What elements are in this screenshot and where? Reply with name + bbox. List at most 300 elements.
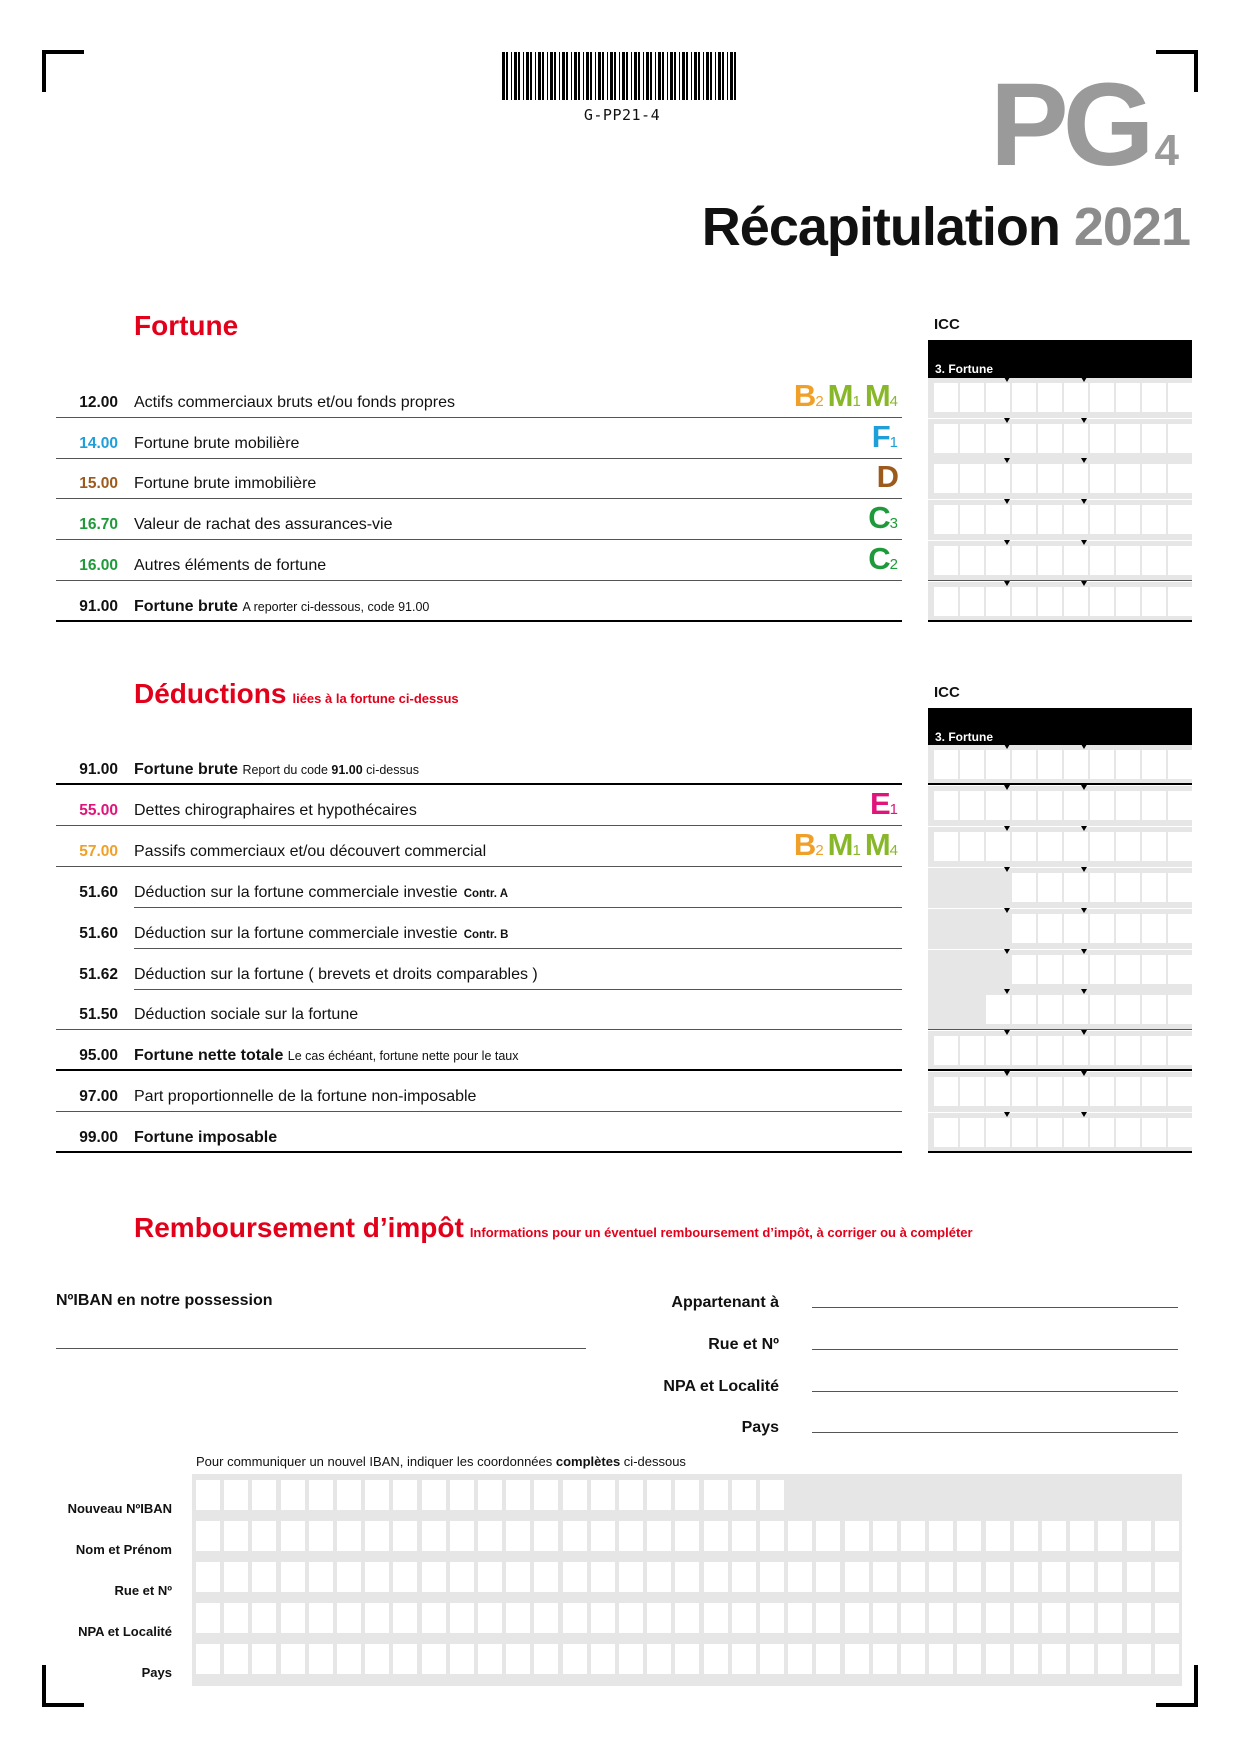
icc-digit-cell[interactable]	[960, 1077, 984, 1106]
icc-digit-cell[interactable]	[1064, 1036, 1088, 1065]
icc-digit-cell[interactable]	[1142, 1077, 1166, 1106]
icc-digit-cell[interactable]	[1038, 873, 1062, 902]
icc-digit-cell[interactable]	[1012, 546, 1036, 575]
icc-digit-cell[interactable]	[1064, 832, 1088, 861]
grid-char-cell[interactable]	[647, 1521, 671, 1551]
grid-char-cell[interactable]	[1042, 1562, 1066, 1592]
grid-char-cell[interactable]	[901, 1521, 925, 1551]
icc-digit-cell[interactable]	[1012, 873, 1036, 902]
icc-digit-cell[interactable]	[1142, 955, 1166, 984]
grid-char-cell[interactable]	[788, 1562, 812, 1592]
icc-digit-cell[interactable]	[1090, 1077, 1114, 1106]
grid-char-cell[interactable]	[224, 1644, 248, 1674]
grid-char-cell[interactable]	[704, 1480, 728, 1510]
icc-digit-cell[interactable]	[1116, 464, 1140, 493]
grid-char-cell[interactable]	[252, 1562, 276, 1592]
icc-digit-cell[interactable]	[1064, 546, 1088, 575]
icc-digit-cell[interactable]	[1038, 424, 1062, 453]
icc-digit-cell[interactable]	[1064, 995, 1088, 1024]
grid-char-cell[interactable]	[675, 1644, 699, 1674]
grid-char-cell[interactable]	[534, 1562, 558, 1592]
icc-digit-cell[interactable]	[1038, 1036, 1062, 1065]
grid-char-cell[interactable]	[732, 1480, 756, 1510]
grid-char-cell[interactable]	[478, 1480, 502, 1510]
icc-digit-cell[interactable]	[1012, 914, 1036, 943]
icc-digit-cell[interactable]	[1090, 791, 1114, 820]
grid-char-cell[interactable]	[901, 1562, 925, 1592]
grid-char-cell[interactable]	[1014, 1521, 1038, 1551]
grid-char-cell[interactable]	[309, 1562, 333, 1592]
icc-digit-cell[interactable]	[1064, 1077, 1088, 1106]
grid-char-cell[interactable]	[196, 1603, 220, 1633]
grid-char-cell[interactable]	[591, 1644, 615, 1674]
icc-digit-cell[interactable]	[1090, 955, 1114, 984]
icc-digit-cell[interactable]	[1064, 914, 1088, 943]
grid-char-cell[interactable]	[1070, 1562, 1094, 1592]
grid-char-cell[interactable]	[563, 1562, 587, 1592]
icc-digit-cell[interactable]	[1064, 750, 1088, 779]
icc-digit-cell[interactable]	[1038, 383, 1062, 412]
grid-char-cell[interactable]	[704, 1603, 728, 1633]
grid-char-cell[interactable]	[788, 1603, 812, 1633]
icc-digit-cell[interactable]	[1142, 791, 1166, 820]
icc-digit-cell[interactable]	[1064, 505, 1088, 534]
icc-digit-cell[interactable]	[960, 505, 984, 534]
icc-digit-cell[interactable]	[934, 750, 958, 779]
grid-char-cell[interactable]	[281, 1603, 305, 1633]
icc-digit-cell[interactable]	[1142, 914, 1166, 943]
icc-digit-cell[interactable]	[960, 1036, 984, 1065]
icc-digit-cell[interactable]	[1038, 995, 1062, 1024]
grid-char-cell[interactable]	[1155, 1603, 1179, 1633]
grid-char-cell[interactable]	[760, 1562, 784, 1592]
grid-char-cell[interactable]	[478, 1603, 502, 1633]
grid-char-cell[interactable]	[224, 1480, 248, 1510]
grid-char-cell[interactable]	[224, 1603, 248, 1633]
grid-char-cell[interactable]	[1042, 1603, 1066, 1633]
grid-char-cell[interactable]	[816, 1644, 840, 1674]
grid-char-cell[interactable]	[506, 1480, 530, 1510]
icc-digit-cell[interactable]	[1142, 383, 1166, 412]
icc-digit-cell[interactable]	[960, 832, 984, 861]
icc-digit-cell[interactable]	[1168, 832, 1192, 861]
grid-char-cell[interactable]	[619, 1644, 643, 1674]
icc-digit-cell[interactable]	[1116, 546, 1140, 575]
grid-char-cell[interactable]	[760, 1521, 784, 1551]
grid-char-cell[interactable]	[873, 1644, 897, 1674]
icc-digit-cell[interactable]	[1090, 587, 1114, 616]
icc-digit-cell[interactable]	[1064, 955, 1088, 984]
icc-digit-cell[interactable]	[1012, 995, 1036, 1024]
icc-digit-cell[interactable]	[1116, 832, 1140, 861]
grid-char-cell[interactable]	[845, 1562, 869, 1592]
grid-char-cell[interactable]	[1127, 1644, 1151, 1674]
icc-digit-cell[interactable]	[934, 832, 958, 861]
country-field[interactable]	[812, 1432, 1178, 1433]
grid-char-cell[interactable]	[760, 1603, 784, 1633]
grid-char-cell[interactable]	[450, 1521, 474, 1551]
icc-digit-cell[interactable]	[1168, 1077, 1192, 1106]
grid-char-cell[interactable]	[365, 1603, 389, 1633]
icc-digit-cell[interactable]	[986, 1036, 1010, 1065]
icc-digit-cell[interactable]	[986, 791, 1010, 820]
icc-digit-cell[interactable]	[1116, 1036, 1140, 1065]
grid-char-cell[interactable]	[1155, 1562, 1179, 1592]
icc-digit-cell[interactable]	[1012, 955, 1036, 984]
icc-digit-cell[interactable]	[1168, 873, 1192, 902]
icc-digit-cell[interactable]	[1064, 791, 1088, 820]
icc-digit-cell[interactable]	[986, 995, 1010, 1024]
grid-char-cell[interactable]	[788, 1521, 812, 1551]
grid-char-cell[interactable]	[422, 1644, 446, 1674]
grid-char-cell[interactable]	[534, 1480, 558, 1510]
grid-char-cell[interactable]	[845, 1603, 869, 1633]
icc-digit-cell[interactable]	[1142, 546, 1166, 575]
icc-digit-cell[interactable]	[1064, 873, 1088, 902]
grid-char-cell[interactable]	[873, 1562, 897, 1592]
grid-char-cell[interactable]	[647, 1644, 671, 1674]
grid-char-cell[interactable]	[224, 1562, 248, 1592]
grid-char-cell[interactable]	[393, 1521, 417, 1551]
grid-char-cell[interactable]	[393, 1603, 417, 1633]
grid-char-cell[interactable]	[1014, 1562, 1038, 1592]
grid-char-cell[interactable]	[337, 1480, 361, 1510]
icc-digit-cell[interactable]	[1168, 791, 1192, 820]
belongs-field[interactable]	[812, 1307, 1178, 1308]
icc-digit-cell[interactable]	[1090, 750, 1114, 779]
icc-digit-cell[interactable]	[1168, 383, 1192, 412]
grid-char-cell[interactable]	[196, 1521, 220, 1551]
grid-char-cell[interactable]	[1155, 1644, 1179, 1674]
grid-char-cell[interactable]	[1098, 1603, 1122, 1633]
icc-digit-cell[interactable]	[1090, 914, 1114, 943]
icc-digit-cell[interactable]	[934, 1118, 958, 1147]
grid-char-cell[interactable]	[986, 1644, 1010, 1674]
grid-char-cell[interactable]	[1098, 1562, 1122, 1592]
icc-digit-cell[interactable]	[1090, 546, 1114, 575]
grid-char-cell[interactable]	[365, 1480, 389, 1510]
grid-char-cell[interactable]	[1042, 1644, 1066, 1674]
icc-digit-cell[interactable]	[986, 424, 1010, 453]
icc-digit-cell[interactable]	[986, 750, 1010, 779]
icc-digit-cell[interactable]	[1064, 464, 1088, 493]
icc-digit-cell[interactable]	[1116, 995, 1140, 1024]
grid-char-cell[interactable]	[647, 1603, 671, 1633]
grid-char-cell[interactable]	[450, 1644, 474, 1674]
grid-char-cell[interactable]	[619, 1480, 643, 1510]
icc-digit-cell[interactable]	[1064, 383, 1088, 412]
icc-digit-cell[interactable]	[960, 546, 984, 575]
grid-char-cell[interactable]	[675, 1603, 699, 1633]
icc-digit-cell[interactable]	[1168, 587, 1192, 616]
grid-char-cell[interactable]	[1127, 1521, 1151, 1551]
grid-char-cell[interactable]	[281, 1562, 305, 1592]
icc-digit-cell[interactable]	[1142, 1036, 1166, 1065]
grid-char-cell[interactable]	[534, 1603, 558, 1633]
icc-digit-cell[interactable]	[1064, 1118, 1088, 1147]
grid-char-cell[interactable]	[478, 1562, 502, 1592]
icc-digit-cell[interactable]	[1012, 424, 1036, 453]
grid-char-cell[interactable]	[957, 1521, 981, 1551]
grid-char-cell[interactable]	[506, 1603, 530, 1633]
icc-digit-cell[interactable]	[960, 424, 984, 453]
grid-char-cell[interactable]	[957, 1644, 981, 1674]
grid-char-cell[interactable]	[337, 1521, 361, 1551]
grid-char-cell[interactable]	[591, 1603, 615, 1633]
icc-digit-cell[interactable]	[960, 1118, 984, 1147]
icc-digit-cell[interactable]	[1038, 464, 1062, 493]
icc-digit-cell[interactable]	[960, 791, 984, 820]
icc-digit-cell[interactable]	[1038, 505, 1062, 534]
grid-char-cell[interactable]	[563, 1521, 587, 1551]
icc-digit-cell[interactable]	[1038, 587, 1062, 616]
icc-digit-cell[interactable]	[1090, 505, 1114, 534]
grid-char-cell[interactable]	[224, 1521, 248, 1551]
icc-digit-cell[interactable]	[1142, 464, 1166, 493]
street-field[interactable]	[812, 1349, 1178, 1350]
grid-char-cell[interactable]	[1070, 1521, 1094, 1551]
grid-char-cell[interactable]	[704, 1644, 728, 1674]
grid-char-cell[interactable]	[986, 1521, 1010, 1551]
grid-char-cell[interactable]	[196, 1644, 220, 1674]
grid-char-cell[interactable]	[309, 1521, 333, 1551]
grid-char-cell[interactable]	[760, 1644, 784, 1674]
icc-digit-cell[interactable]	[1038, 1118, 1062, 1147]
grid-char-cell[interactable]	[675, 1480, 699, 1510]
icc-digit-cell[interactable]	[1116, 1077, 1140, 1106]
grid-char-cell[interactable]	[1070, 1644, 1094, 1674]
icc-digit-cell[interactable]	[1012, 1077, 1036, 1106]
grid-char-cell[interactable]	[422, 1521, 446, 1551]
grid-char-cell[interactable]	[957, 1603, 981, 1633]
grid-char-cell[interactable]	[929, 1603, 953, 1633]
grid-char-cell[interactable]	[732, 1562, 756, 1592]
icc-digit-cell[interactable]	[1012, 832, 1036, 861]
icc-digit-cell[interactable]	[934, 791, 958, 820]
grid-char-cell[interactable]	[534, 1521, 558, 1551]
icc-digit-cell[interactable]	[1038, 546, 1062, 575]
icc-digit-cell[interactable]	[1116, 424, 1140, 453]
grid-char-cell[interactable]	[1155, 1521, 1179, 1551]
icc-digit-cell[interactable]	[1168, 914, 1192, 943]
grid-char-cell[interactable]	[393, 1562, 417, 1592]
icc-digit-cell[interactable]	[1168, 424, 1192, 453]
icc-digit-cell[interactable]	[986, 464, 1010, 493]
grid-char-cell[interactable]	[534, 1644, 558, 1674]
grid-char-cell[interactable]	[365, 1562, 389, 1592]
grid-char-cell[interactable]	[647, 1562, 671, 1592]
icc-digit-cell[interactable]	[1090, 995, 1114, 1024]
icc-digit-cell[interactable]	[934, 1077, 958, 1106]
grid-char-cell[interactable]	[478, 1644, 502, 1674]
icc-digit-cell[interactable]	[1090, 832, 1114, 861]
grid-char-cell[interactable]	[760, 1480, 784, 1510]
icc-digit-cell[interactable]	[1090, 1118, 1114, 1147]
grid-char-cell[interactable]	[619, 1603, 643, 1633]
grid-char-cell[interactable]	[647, 1480, 671, 1510]
icc-digit-cell[interactable]	[1142, 424, 1166, 453]
grid-char-cell[interactable]	[929, 1521, 953, 1551]
grid-char-cell[interactable]	[732, 1644, 756, 1674]
icc-digit-cell[interactable]	[960, 464, 984, 493]
grid-char-cell[interactable]	[1098, 1521, 1122, 1551]
grid-char-cell[interactable]	[1014, 1644, 1038, 1674]
icc-digit-cell[interactable]	[1116, 1118, 1140, 1147]
icc-digit-cell[interactable]	[986, 1118, 1010, 1147]
icc-digit-cell[interactable]	[1012, 464, 1036, 493]
icc-digit-cell[interactable]	[934, 505, 958, 534]
grid-char-cell[interactable]	[506, 1521, 530, 1551]
grid-char-cell[interactable]	[873, 1603, 897, 1633]
icc-digit-cell[interactable]	[1168, 750, 1192, 779]
icc-digit-cell[interactable]	[1090, 464, 1114, 493]
icc-digit-cell[interactable]	[1090, 873, 1114, 902]
grid-char-cell[interactable]	[450, 1603, 474, 1633]
icc-digit-cell[interactable]	[1064, 587, 1088, 616]
icc-digit-cell[interactable]	[1142, 750, 1166, 779]
icc-digit-cell[interactable]	[1064, 424, 1088, 453]
icc-digit-cell[interactable]	[1038, 832, 1062, 861]
icc-digit-cell[interactable]	[1142, 832, 1166, 861]
icc-digit-cell[interactable]	[1038, 750, 1062, 779]
icc-digit-cell[interactable]	[1012, 505, 1036, 534]
icc-digit-cell[interactable]	[1116, 750, 1140, 779]
icc-digit-cell[interactable]	[986, 1077, 1010, 1106]
grid-char-cell[interactable]	[901, 1644, 925, 1674]
grid-char-cell[interactable]	[450, 1480, 474, 1510]
icc-digit-cell[interactable]	[986, 832, 1010, 861]
grid-char-cell[interactable]	[816, 1562, 840, 1592]
grid-char-cell[interactable]	[929, 1562, 953, 1592]
grid-char-cell[interactable]	[563, 1644, 587, 1674]
icc-digit-cell[interactable]	[1090, 1036, 1114, 1065]
icc-digit-cell[interactable]	[934, 383, 958, 412]
icc-digit-cell[interactable]	[1012, 791, 1036, 820]
grid-char-cell[interactable]	[788, 1644, 812, 1674]
icc-digit-cell[interactable]	[1012, 1036, 1036, 1065]
icc-digit-cell[interactable]	[1038, 914, 1062, 943]
icc-digit-cell[interactable]	[1116, 791, 1140, 820]
icc-digit-cell[interactable]	[1012, 1118, 1036, 1147]
icc-digit-cell[interactable]	[1116, 873, 1140, 902]
icc-digit-cell[interactable]	[1090, 383, 1114, 412]
grid-char-cell[interactable]	[563, 1480, 587, 1510]
grid-char-cell[interactable]	[365, 1521, 389, 1551]
grid-char-cell[interactable]	[732, 1521, 756, 1551]
icc-digit-cell[interactable]	[986, 546, 1010, 575]
grid-char-cell[interactable]	[422, 1562, 446, 1592]
grid-char-cell[interactable]	[450, 1562, 474, 1592]
icc-digit-cell[interactable]	[1142, 995, 1166, 1024]
grid-char-cell[interactable]	[422, 1603, 446, 1633]
grid-char-cell[interactable]	[252, 1644, 276, 1674]
icc-digit-cell[interactable]	[1168, 505, 1192, 534]
icc-digit-cell[interactable]	[1142, 505, 1166, 534]
grid-char-cell[interactable]	[196, 1480, 220, 1510]
grid-char-cell[interactable]	[675, 1521, 699, 1551]
grid-char-cell[interactable]	[675, 1562, 699, 1592]
grid-char-cell[interactable]	[1127, 1603, 1151, 1633]
grid-char-cell[interactable]	[816, 1603, 840, 1633]
grid-char-cell[interactable]	[506, 1644, 530, 1674]
icc-digit-cell[interactable]	[1038, 791, 1062, 820]
icc-digit-cell[interactable]	[934, 546, 958, 575]
grid-char-cell[interactable]	[393, 1480, 417, 1510]
icc-digit-cell[interactable]	[934, 464, 958, 493]
icc-digit-cell[interactable]	[986, 383, 1010, 412]
grid-char-cell[interactable]	[309, 1603, 333, 1633]
grid-char-cell[interactable]	[619, 1521, 643, 1551]
grid-char-cell[interactable]	[929, 1644, 953, 1674]
icc-digit-cell[interactable]	[1116, 914, 1140, 943]
grid-char-cell[interactable]	[704, 1562, 728, 1592]
city-field[interactable]	[812, 1391, 1178, 1392]
icc-digit-cell[interactable]	[1142, 873, 1166, 902]
grid-char-cell[interactable]	[845, 1644, 869, 1674]
grid-char-cell[interactable]	[591, 1562, 615, 1592]
grid-char-cell[interactable]	[732, 1603, 756, 1633]
grid-char-cell[interactable]	[1098, 1644, 1122, 1674]
icc-digit-cell[interactable]	[1116, 383, 1140, 412]
grid-char-cell[interactable]	[281, 1644, 305, 1674]
grid-char-cell[interactable]	[957, 1562, 981, 1592]
grid-char-cell[interactable]	[252, 1521, 276, 1551]
icc-digit-cell[interactable]	[1012, 750, 1036, 779]
icc-digit-cell[interactable]	[960, 750, 984, 779]
iban-field[interactable]	[56, 1348, 586, 1349]
grid-char-cell[interactable]	[563, 1603, 587, 1633]
icc-digit-cell[interactable]	[1012, 587, 1036, 616]
grid-char-cell[interactable]	[1070, 1603, 1094, 1633]
grid-char-cell[interactable]	[1127, 1562, 1151, 1592]
grid-char-cell[interactable]	[337, 1644, 361, 1674]
grid-char-cell[interactable]	[986, 1562, 1010, 1592]
grid-char-cell[interactable]	[252, 1480, 276, 1510]
icc-digit-cell[interactable]	[1168, 1118, 1192, 1147]
icc-digit-cell[interactable]	[1116, 587, 1140, 616]
grid-char-cell[interactable]	[619, 1562, 643, 1592]
icc-digit-cell[interactable]	[1116, 505, 1140, 534]
grid-char-cell[interactable]	[281, 1480, 305, 1510]
icc-digit-cell[interactable]	[1038, 955, 1062, 984]
icc-digit-cell[interactable]	[1038, 1077, 1062, 1106]
grid-char-cell[interactable]	[1042, 1521, 1066, 1551]
icc-digit-cell[interactable]	[1168, 546, 1192, 575]
icc-digit-cell[interactable]	[1168, 464, 1192, 493]
grid-char-cell[interactable]	[986, 1603, 1010, 1633]
icc-digit-cell[interactable]	[1168, 995, 1192, 1024]
grid-char-cell[interactable]	[309, 1644, 333, 1674]
grid-char-cell[interactable]	[873, 1521, 897, 1551]
grid-char-cell[interactable]	[845, 1521, 869, 1551]
grid-char-cell[interactable]	[1014, 1603, 1038, 1633]
grid-char-cell[interactable]	[337, 1603, 361, 1633]
icc-digit-cell[interactable]	[1142, 587, 1166, 616]
grid-char-cell[interactable]	[337, 1562, 361, 1592]
icc-digit-cell[interactable]	[960, 383, 984, 412]
icc-digit-cell[interactable]	[960, 587, 984, 616]
grid-char-cell[interactable]	[901, 1603, 925, 1633]
grid-char-cell[interactable]	[478, 1521, 502, 1551]
icc-digit-cell[interactable]	[1090, 424, 1114, 453]
grid-char-cell[interactable]	[281, 1521, 305, 1551]
grid-char-cell[interactable]	[393, 1644, 417, 1674]
icc-digit-cell[interactable]	[986, 587, 1010, 616]
icc-digit-cell[interactable]	[934, 1036, 958, 1065]
icc-digit-cell[interactable]	[934, 424, 958, 453]
grid-char-cell[interactable]	[816, 1521, 840, 1551]
grid-char-cell[interactable]	[591, 1521, 615, 1551]
